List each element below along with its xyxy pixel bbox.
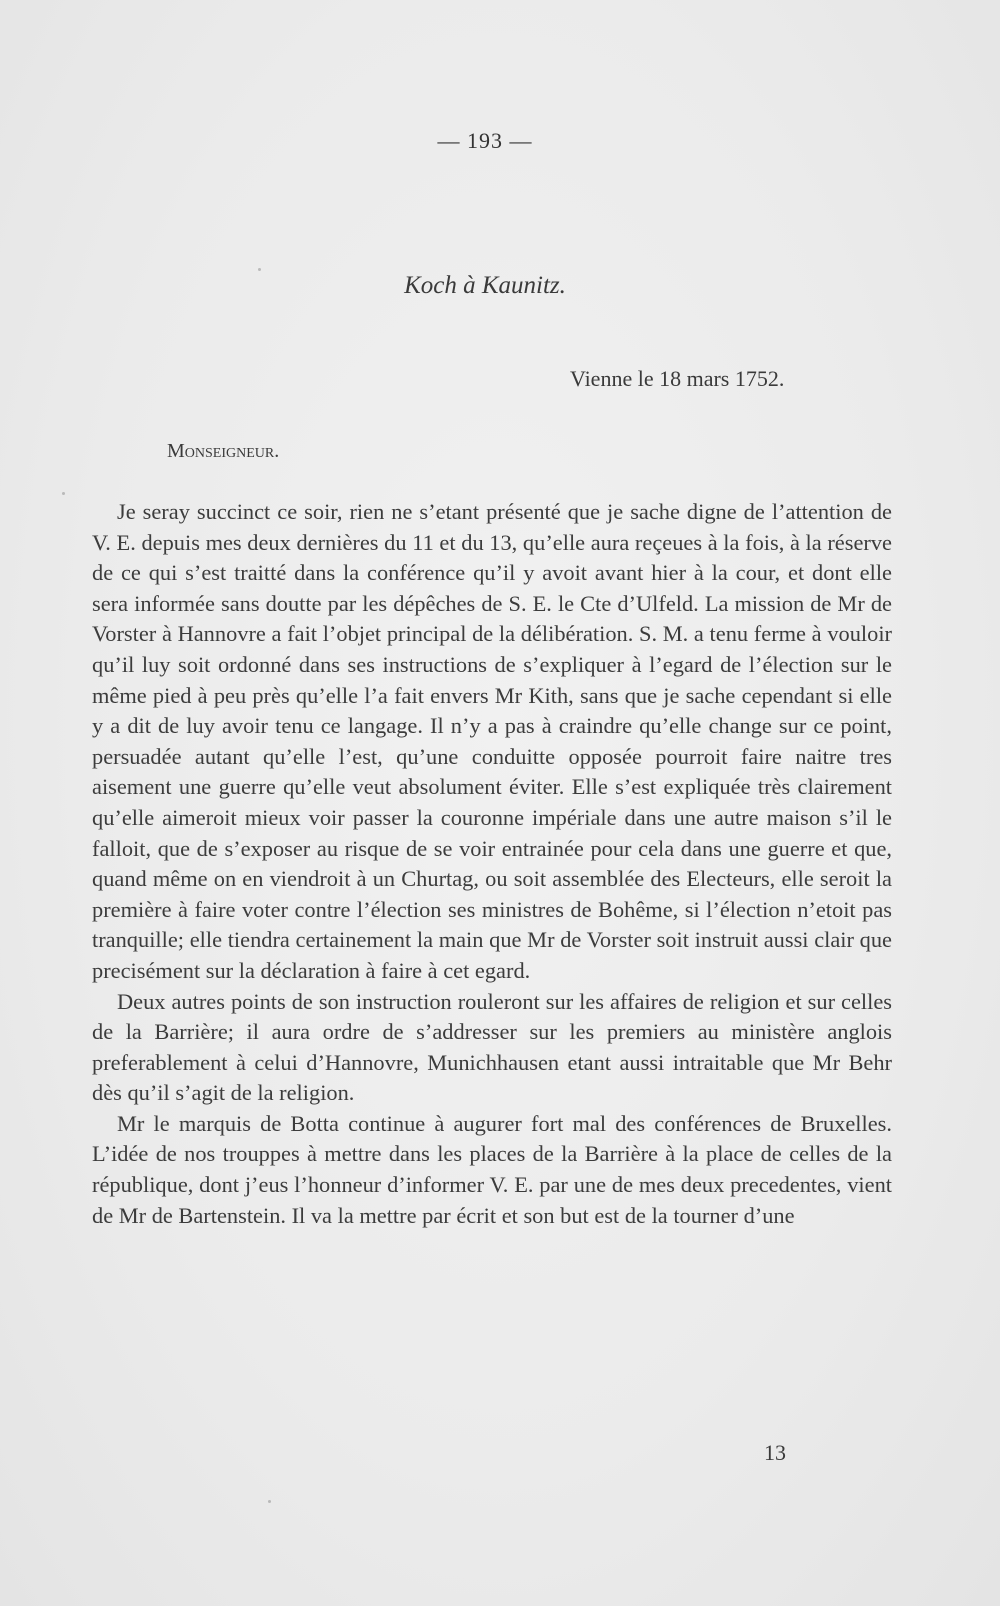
- paragraph: Deux autres points de son instruction rouleront sur les affaires de religion et sur celles de la Barrière; il aura ordre de s’addresser sur les premiers au ministère anglois preferablement à celui d’Hannovre, Munichhausen etant aussi intraitable que Mr Behr dès qu’il s’agit de la religion.: [92, 988, 892, 1106]
- paragraph: Je seray succinct ce soir, rien ne s’etant présenté que je sache digne de l’attention de V. E. depuis mes deux dernières du 11 et du 13, qu’elle aura reçeues à la fois, à la réserve de ce qui s’est traitté dans la conférence qu’il y avoit avant hier à la cour, et dont elle sera informée sans doutte par les dépêches de S. E. le Cte d’Ulfeld. La mission de Mr de Vorster à Hannovre a fait l’objet principal de la délibération. S. M. a tenu ferme à vouloir qu’il luy soit ordonné dans ses instructions de s’expliquer à l’egard de l’élection sur le même pied à peu près qu’elle l’a fait envers Mr Kith, sans que je sache cependant si elle y a dit de luy avoir tenu ce langage. Il n’y a pas à craindre qu’elle change sur ce point, persuadée autant qu’elle l’est, qu’une conduitte opposée pourroit faire naitre tres aisement une guerre qu’elle veut absolument éviter. Elle s’est expliquée très clairement qu’elle aimeroit mieux voir passer la couronne impériale dans une autre maison s’il le falloit, que de s’exposer au risque de se voir entrainée pour cela dans une guerre et que, quand même on en viendroit à un Churtag, ou soit assemblée des Electeurs, elle seroit la première à faire voter contre l’élection ses ministres de Bohême, si l’élection n’etoit pas tranquille; elle tiendra certainement la main que Mr de Vorster soit instruit aussi clair que precisément sur la déclaration à faire à cet egard.: [92, 499, 892, 983]
- paper-speck: [62, 492, 65, 495]
- dateline: Vienne le 18 mars 1752.: [570, 366, 785, 391]
- signature-mark: 13: [764, 1440, 786, 1465]
- page-number: — 193 —: [437, 128, 533, 153]
- paper-speck: [258, 268, 261, 271]
- letter-heading: Koch à Kaunitz.: [404, 272, 566, 299]
- paragraph: Mr le marquis de Botta continue à augurer fort mal des conférences de Bruxelles. L’idée de nos trouppes à mettre dans les places de la Barrière à la place de celles de la république, dont j’eus l’honneur d’informer V. E. par une de mes deux precedentes, vient de Mr de Bartenstein. Il va la mettre par écrit et son but est de la tourner d’une: [92, 1110, 892, 1228]
- salutation: Monseigneur.: [167, 440, 280, 462]
- paper-speck: [268, 1500, 271, 1503]
- letter-body: [92, 497, 892, 1231]
